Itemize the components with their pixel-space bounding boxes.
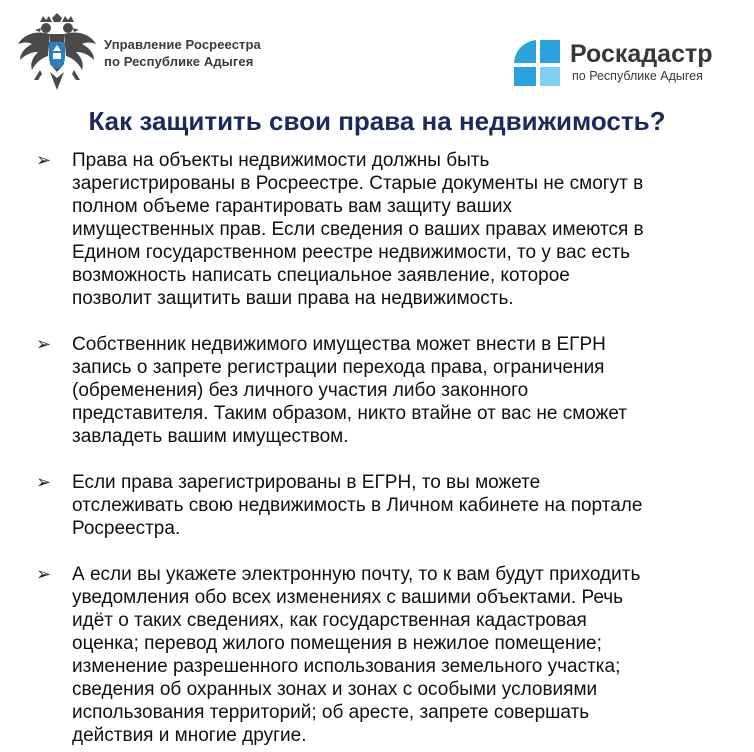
text-line: идёт о таких сведениях, как государственная кадастровая [72, 610, 587, 631]
text-line: зарегистрированы в Росреестре. Старые документы не смогут в [72, 173, 644, 194]
list-gap [36, 448, 736, 471]
text-line: сведения об охранных зонах и зонах с особыми условиями [72, 679, 598, 700]
text-line: Собственник недвижимого имущества может внести в ЕГРН [72, 334, 606, 355]
list-gap [36, 310, 736, 333]
text-line: имущественных прав. Если сведения о ваших правах имеются в [72, 219, 644, 240]
text-line: Если права зарегистрированы в ЕГРН, то вы можете [72, 472, 541, 493]
list-gap [36, 540, 736, 563]
text-line: представителя. Таким образом, никто втайне от вас не сможет [72, 403, 627, 424]
text-line: завладеть вашим имуществом. [72, 426, 349, 447]
list-item [36, 563, 736, 747]
list-item-text [72, 563, 736, 747]
list-item-text [72, 149, 736, 310]
page-title: Как защитить свои права на недвижимость? [88, 106, 666, 136]
text-line: отслеживать свою недвижимость в Личном кабинете на портале [72, 495, 643, 516]
brand-name: Роскадастр [570, 40, 713, 68]
org-name [104, 36, 261, 70]
list-item [36, 333, 736, 448]
text-line: оценка; перевод жилого помещения в нежилое помещение; [72, 633, 602, 654]
brand-subtitle: по Республике Адыгея [572, 69, 703, 83]
text-line: Росреестра. [72, 518, 181, 539]
double-headed-eagle-icon [16, 12, 98, 94]
list-item-text [72, 471, 736, 540]
text-line: Права на объекты недвижимости должны быть [72, 150, 490, 171]
arrow-bullet-icon: ➢ [36, 564, 52, 584]
list-item [36, 471, 736, 540]
arrow-bullet-icon: ➢ [36, 472, 52, 492]
text-line: запись о запрете регистрации перехода права, ограничения [72, 357, 605, 378]
roskadastr-logo [512, 38, 713, 88]
text-line: использования территорий; об аресте, запрете совершать [72, 702, 590, 723]
org-name-line2: по Республике Адыгея [104, 54, 254, 69]
text-line: полном объеме гарантировать вам защиту ваших [72, 196, 512, 217]
rights-list [36, 149, 736, 747]
header [0, 0, 754, 100]
text-line: изменение разрешенного использования земельного участка; [72, 656, 621, 677]
roskadastr-mark-icon [512, 38, 562, 88]
list-item-text [72, 333, 736, 448]
text-line: (обременения) без личного участия либо законного [72, 380, 529, 401]
text-line: возможность написать специальное заявление, которое [72, 265, 570, 286]
org-name-line1: Управление Росреестра [104, 37, 261, 52]
text-line: А если вы укажете электронную почту, то к вам будут приходить [72, 564, 641, 585]
list-item [36, 149, 736, 310]
arrow-bullet-icon: ➢ [36, 150, 52, 170]
arrow-bullet-icon: ➢ [36, 334, 52, 354]
text-line: действия и многие другие. [72, 725, 307, 746]
text-line: уведомления обо всех изменениях с вашими объектами. Речь [72, 587, 624, 608]
rosreestr-logo [16, 12, 261, 94]
text-line: позволит защитить ваши права на недвижимость. [72, 288, 514, 309]
text-line: Едином государственном реестре недвижимости, то у вас есть [72, 242, 631, 263]
